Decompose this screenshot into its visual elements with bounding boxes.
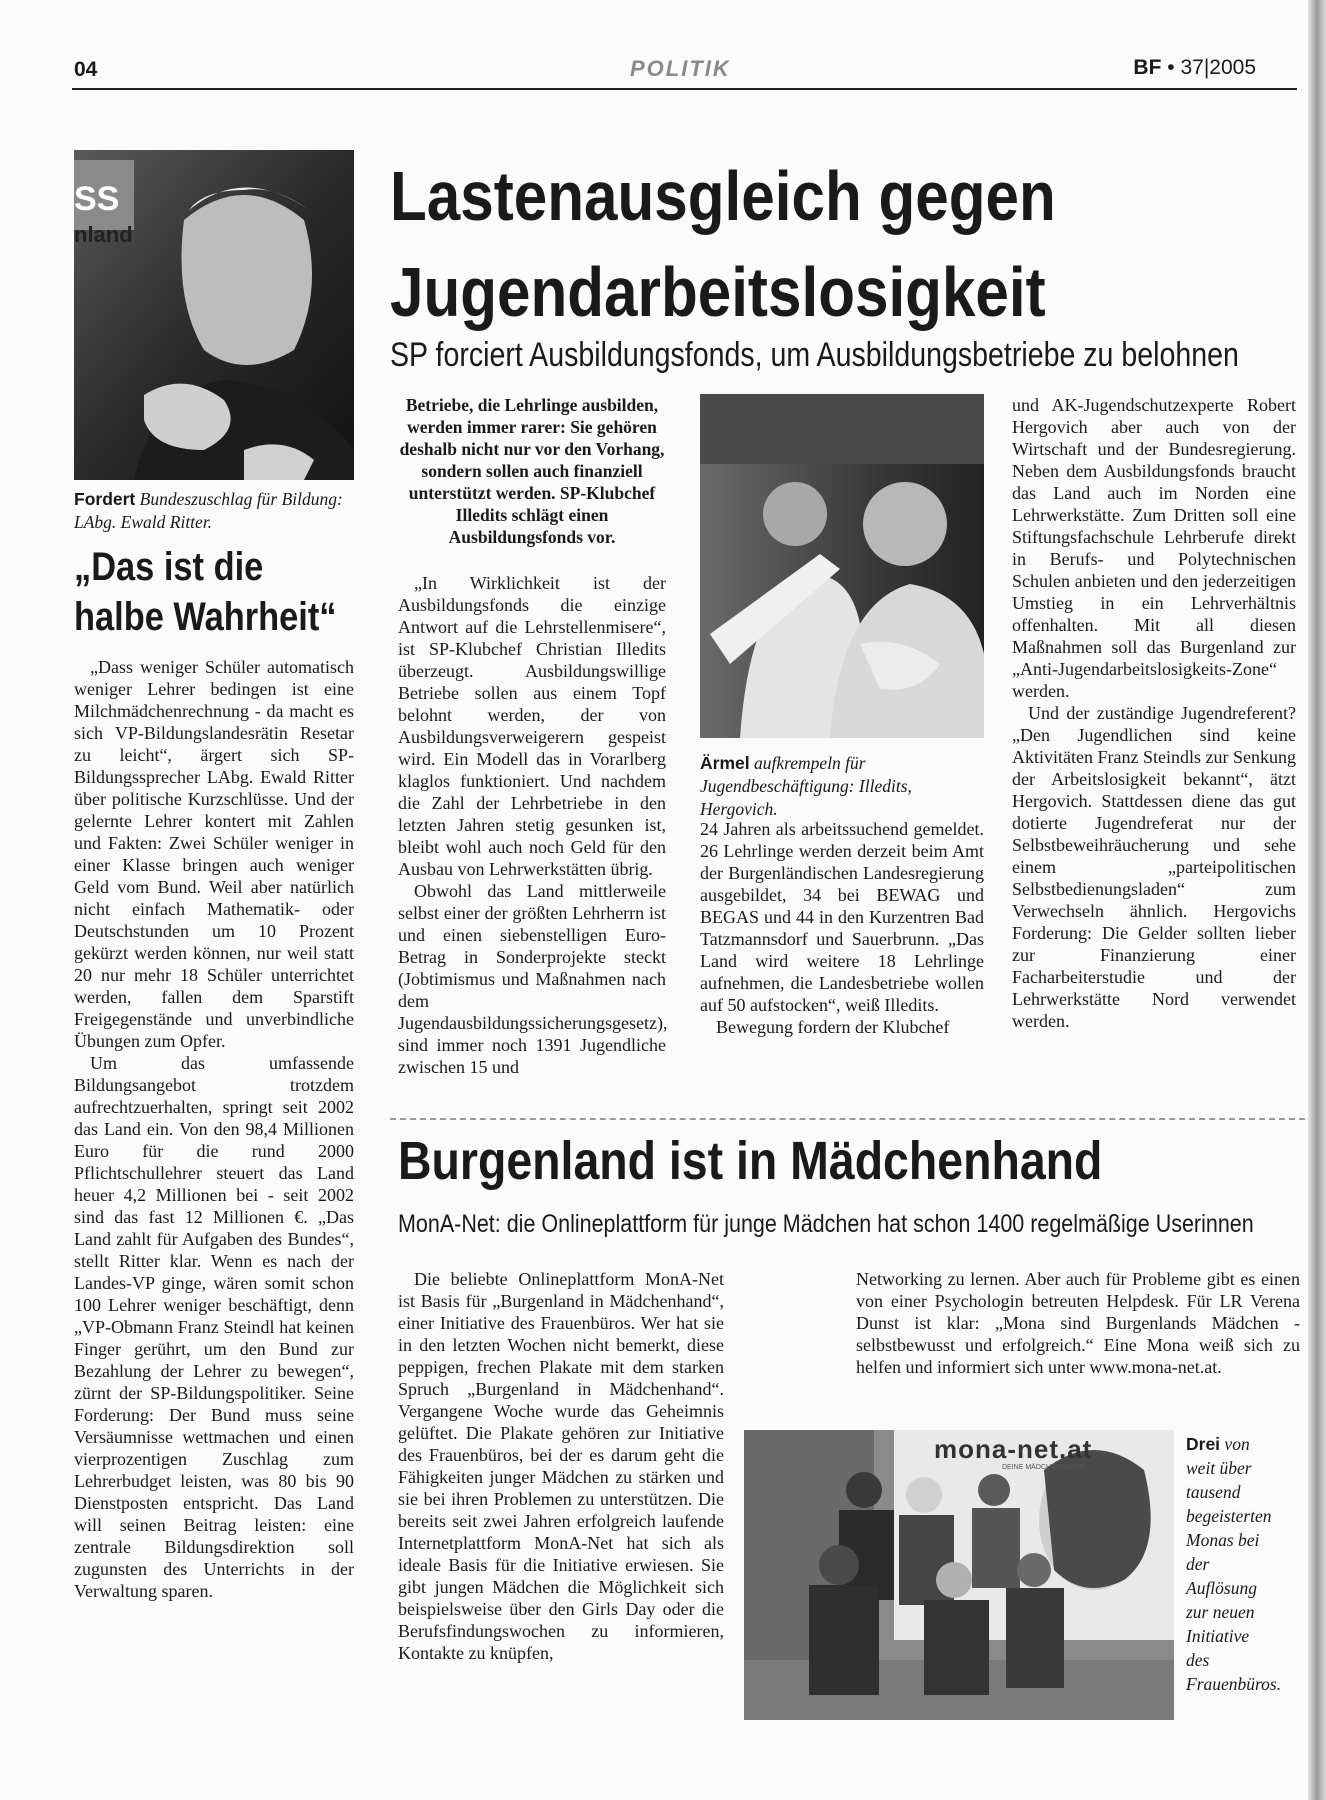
caption-text: Bundeszuschlag für Bildung: LAbg. Ewald Ritter. <box>74 489 343 532</box>
caption-text: von weit über tausend begeisterten Monas bei der Auflösung zur neuen Initiative des Frauenbüros. <box>1186 1434 1282 1694</box>
header-rule <box>72 88 1297 90</box>
main-lead: Betriebe, die Lehrlinge ausbilden, werden immer rarer: Sie gehören deshalb nicht nur vor den Vorhang, sondern sollen auch finanziell unterstützt werden. SP-Klubchef Illedits schlägt einen Ausbildungsfonds vor. <box>399 395 665 547</box>
main-headline-line2: Jugendarbeitslosigkeit <box>390 253 1046 331</box>
caption-bold: Fordert <box>74 489 136 509</box>
issue-separator: • <box>1167 56 1175 79</box>
ritter-photo-caption <box>74 488 374 534</box>
page-number: 04 <box>74 58 98 81</box>
photo-text-fragment-2: nland <box>74 222 133 247</box>
main-headline <box>390 148 1173 340</box>
second-col1 <box>398 1268 724 1664</box>
mona-photo-caption <box>1186 1432 1282 1696</box>
illedits-hergovich-photo-image <box>700 394 984 738</box>
side-paragraph: Um das umfassende Bildungsangebot trotzdem aufrechtzuerhalten, springt seit 2002 das Land ein. Von den 98,4 Millionen Euro für die rund 2000 Pflichtschullehrer steuert das Land heuer 4,2 Millionen bei - seit 2002 sind das fast 12 Millionen €. „Das Land zahlt für Aufgaben des Bundes“, stellt Ritter klar. Wenn es nach der Landes-VP ginge, wären somit schon 100 Lehrer weniger beschäftigt, denn „VP-Obmann Franz Steindl hat keinen Finger gerührt, um den Bund zur Bezahlung der Lehrer zu bewegen“, zürnt der SP-Bildungspolitiker. Seine Forderung: Der Bund muss seine Versäumnisse wettmachen und einen vierprozentigen Zuschlag zum Lehrerbudget leisten, was 80 bis 90 Dienstposten entspricht. Das Land will seinen Beitrag leisten: eine zentrale Bildungsdirektion soll zugunsten des Unterrichts in der Verwaltung sparen. <box>74 1053 354 1601</box>
second-paragraph: Die beliebte Onlineplattform MonA-Net ist Basis für „Burgenland in Mädchenhand“, einer Initiative des Frauenbüros. Wer hat sie in den letzten Wochen nicht bemerkt, diese peppigen, frechen Plakate mit dem starken Spruch „Burgenland in Mädchenhand“. Vergangene Woche wurde das Geheimnis gelüftet. Die Plakate gehören zur Initiative des Frauenbüros, bei der es darum geht die Fähigkeiten junger Mädchen zu stärken und sie bei ihren Problemen zu unterstützen. Die bereits seit zwei Jahren erfolgreich laufende Internetplattform MonA-Net hat sich als ideale Basis für die Initiative erwiesen. Sie gibt jungen Mädchen die Möglichkeit sich beispielsweise über den Girls Day oder die Berufsfindungswochen zu informieren, Kontakte zu knüpfen, <box>398 1269 724 1663</box>
main-headline-line1: Lastenausgleich gegen <box>390 157 1056 235</box>
main-subtitle: SP forciert Ausbildungsfonds, um Ausbildungsbetriebe zu belohnen <box>390 336 1239 374</box>
main-photo-caption <box>700 752 984 821</box>
side-article-body <box>74 656 354 1602</box>
main-paragraph: Obwohl das Land mittlerweile selbst einer der größten Lehrherrn ist und einen siebenstelligen Euro-Betrag in Sonderprojekte steckt (Jobtimismus und Maßnahmen nach dem Jugendausbildungssicherungsgesetz), sind immer noch 1391 Jugendliche zwischen 15 und <box>398 881 668 1077</box>
photo-banner: mona-net.at <box>934 1434 1093 1464</box>
issue-number: 37|2005 <box>1180 56 1256 79</box>
illedits-hergovich-photo <box>700 394 984 738</box>
page-edge <box>1308 0 1326 1800</box>
second-col2 <box>856 1268 1300 1378</box>
second-article-title: Burgenland ist in Mädchenhand <box>398 1131 1103 1191</box>
second-article-subtitle: MonA-Net: die Onlineplattform für junge Mädchen hat schon 1400 regelmäßige Userinnen <box>398 1210 1254 1238</box>
caption-text: aufkrempeln für Jugendbeschäftigung: Illedits, Hergovich. <box>700 753 912 819</box>
photo-banner-small: DEINE MÄDCHENSACHE <box>1002 1464 1085 1471</box>
issue-label <box>1133 56 1256 80</box>
photo-text-fragment: SS <box>74 180 120 218</box>
brand-label: BF <box>1133 56 1162 79</box>
caption-bold: Drei <box>1186 1434 1221 1454</box>
article-divider <box>390 1118 1305 1120</box>
side-title-line1: „Das ist die <box>74 545 264 589</box>
side-title-line2: halbe Wahrheit“ <box>74 595 337 639</box>
ritter-photo <box>74 150 354 480</box>
main-col1 <box>398 394 666 1078</box>
main-col2 <box>700 818 984 1038</box>
main-col3 <box>1012 394 1296 1032</box>
main-paragraph: Bewegung fordern der Klubchef <box>716 1017 950 1037</box>
side-article-title <box>74 542 366 642</box>
main-paragraph: „In Wirklichkeit ist der Ausbildungsfonds die einzige Antwort auf die Lehrstellenmisere“, ist SP-Klubchef Christian Illedits überzeugt. Ausbildungswillige Betriebe sollen aus einem Topf belohnt werden, der von Ausbildungsverweigerern gespeist wird. Ein Modell das in Vorarlberg klaglos funktioniert. Und nachdem die Zahl der Lehrbetriebe in den letzten Jahren stetig gesunken ist, bleibt wohl auch noch Geld für den Ausbau von Lehrwerkstätten übrig. <box>398 573 666 879</box>
mona-net-photo <box>744 1430 1174 1720</box>
second-paragraph: Networking zu lernen. Aber auch für Probleme gibt es einen von einer Psychologin betreuten Helpdesk. Für LR Verena Dunst ist klar: „Mona sind Burgenlands Mädchen - selbstbewusst und erfolgreich.“ Eine Mona weiß sich zu helfen und informiert sich unter www.mona-net.at. <box>856 1269 1300 1377</box>
main-paragraph: Und der zuständige Jugendreferent? „Den Jugendlichen sind keine Aktivitäten Franz Steindls zur Senkung der Arbeitslosigkeit bekannt“, ätzt Hergovich. Stattdessen diene das gut dotierte Jugendreferat nur der Selbstbeweihräucherung und sehe einem „parteipolitischen Selbstbedienungsladen“ zum Verwechseln ähnlich. Hergovichs Forderung: Die Gelder sollten lieber zur Finanzierung einer Facharbeiterstudie und der Lehrwerkstätte Nord verwendet werden. <box>1012 703 1296 1031</box>
caption-bold: Ärmel <box>700 753 750 773</box>
main-paragraph: und AK-Jugendschutzexperte Robert Hergovich aber auch von der Wirtschaft und der Bundesregierung. Neben dem Ausbildungsfonds braucht das Land auch im Norden eine Lehrwerkstätte. Zum Dritten soll eine Stiftungsfachschule Lehrberufe direkt in Berufs- und Polytechnischen Schulen anbieten und den jederzeitigen Umstieg in ein Lehrverhältnis offenhalten. Mit all diesen Maßnahmen soll das Burgenland zur „Anti-Jugendarbeitslosigkeits-Zone“ werden. <box>1012 395 1296 701</box>
mona-net-photo-image <box>744 1430 1174 1720</box>
section-label: POLITIK <box>630 56 731 81</box>
side-paragraph: „Dass weniger Schüler automatisch weniger Lehrer bedingen ist eine Milchmädchenrechnung - da macht es sich VP-Bildungslandesrätin Resetar zu leicht“, ärgert sich SP-Bildungssprecher LAbg. Ewald Ritter über politische Kurzschlüsse. Und der gelernte Lehrer kontert mit Zahlen und Fakten: Zwei Schüler weniger in einer Klasse bringen auch weniger Geld vom Bund. Weil aber natürlich nicht einfach Mathematik- oder Deutschstunden um 10 Prozent gekürzt werden können, nur weil statt 20 nur mehr 18 Schüler unterrichtet werden, fallen dem Sparstift Freigegenstände und unverbindliche Übungen zum Opfer. <box>74 657 354 1051</box>
main-paragraph: 24 Jahren als arbeitssuchend gemeldet. 26 Lehrlinge werden derzeit beim Amt der Burgenländischen Landesregierung ausgebildet, 34 bei BEWAG und BEGAS und 44 in den Kurzentren Bad Tatzmannsdorf und Sauerbrunn. „Das Land wird weitere 18 Lehrlinge aufnehmen, die Landesbetriebe wollen auf 50 aufstocken“, weiß Illedits. <box>700 819 984 1015</box>
